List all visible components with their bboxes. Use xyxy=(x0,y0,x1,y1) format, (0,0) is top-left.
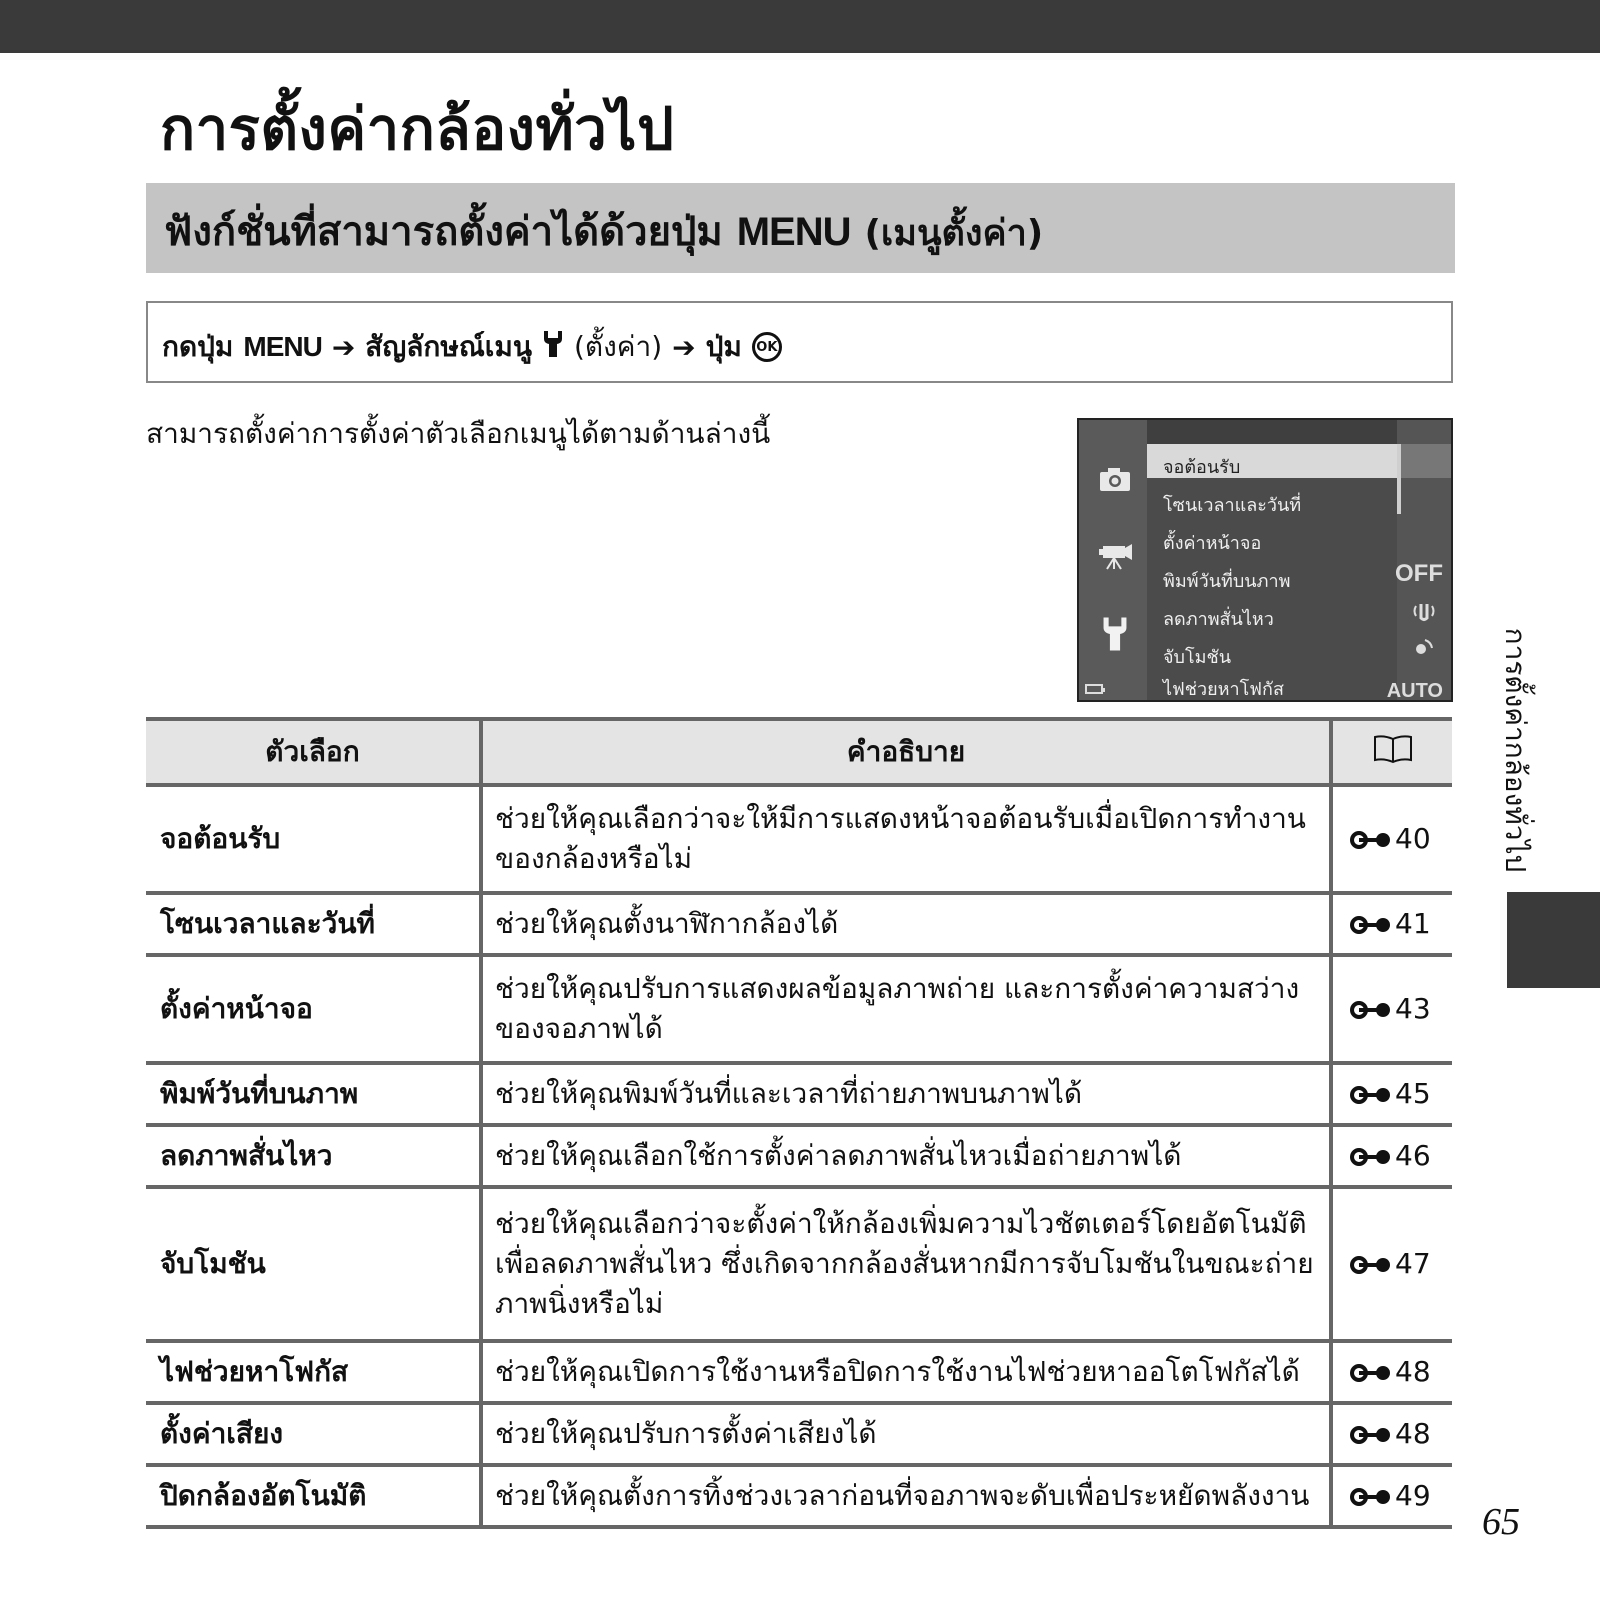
navigation-instruction-box xyxy=(146,301,1453,383)
option-name: ตั้งค่าเสียง xyxy=(146,1403,481,1465)
top-bar xyxy=(0,0,1600,53)
options-table xyxy=(146,717,1452,1529)
arrow-right-icon: ➔ xyxy=(331,330,356,364)
menu-key-label: MENU xyxy=(736,210,851,254)
battery-icon xyxy=(1085,684,1103,694)
reference-section-icon xyxy=(1349,1245,1393,1285)
camera-menu-item: ไฟช่วยหาโฟกัส xyxy=(1163,679,1284,700)
chapter-title: การตั้งค่ากล้องทั่วไป xyxy=(160,95,675,163)
option-description: ช่วยให้คุณพิมพ์วันที่และเวลาที่ถ่ายภาพบนภาพได้ xyxy=(481,1063,1331,1125)
nav-press-label: กดปุ่ม xyxy=(162,330,234,363)
camera-screen-image xyxy=(1077,418,1453,702)
table-row xyxy=(146,1125,1452,1187)
reference-page-number: 45 xyxy=(1395,1076,1431,1110)
option-description: ช่วยให้คุณเปิดการใช้งานหรือปิดการใช้งานไฟช่วยหาออโตโฟกัสได้ xyxy=(481,1341,1331,1403)
camera-menu-item: พิมพ์วันที่บนภาพ xyxy=(1163,571,1291,592)
camera-menu-scrollbar xyxy=(1397,444,1401,514)
page-reference xyxy=(1331,1125,1452,1187)
camera-icon xyxy=(1099,466,1131,496)
option-description: ช่วยให้คุณเลือกใช้การตั้งค่าลดภาพสั่นไหวเมื่อถ่ายภาพได้ xyxy=(481,1125,1331,1187)
nav-menu-key: MENU xyxy=(243,331,322,362)
motion-detection-icon xyxy=(1411,636,1435,665)
table-row xyxy=(146,1187,1452,1341)
page-reference xyxy=(1331,1187,1452,1341)
camera-menu-item: ตั้งค่าหน้าจอ xyxy=(1163,533,1262,554)
ok-button-icon: OK xyxy=(752,332,782,362)
page-reference xyxy=(1331,1063,1452,1125)
side-chapter-tab xyxy=(1490,620,1540,880)
option-name: ปิดกล้องอัตโนมัติ xyxy=(146,1465,481,1527)
option-description: ช่วยให้คุณปรับการตั้งค่าเสียงได้ xyxy=(481,1403,1331,1465)
reference-section-icon xyxy=(1349,1415,1393,1455)
side-chapter-label: การตั้งค่ากล้องทั่วไป xyxy=(1499,627,1532,873)
af-assist-value: AUTO xyxy=(1386,680,1443,702)
date-stamp-value: OFF xyxy=(1395,560,1443,587)
column-header-reference xyxy=(1331,719,1452,785)
reference-section-icon xyxy=(1349,905,1393,945)
reference-page-number: 49 xyxy=(1395,1478,1431,1512)
wrench-icon xyxy=(542,330,564,365)
section-title xyxy=(164,199,1043,263)
reference-page-number: 48 xyxy=(1395,1354,1431,1388)
table-row xyxy=(146,1403,1452,1465)
option-description: ช่วยให้คุณตั้งการทิ้งช่วงเวลาก่อนที่จอภาพจะดับเพื่อประหยัดพลังงาน xyxy=(481,1465,1331,1527)
table-row xyxy=(146,1341,1452,1403)
table-row xyxy=(146,955,1452,1063)
reference-section-icon xyxy=(1349,1477,1393,1517)
reference-section-icon xyxy=(1349,820,1393,860)
page-reference xyxy=(1331,893,1452,955)
section-title-prefix: ฟังก์ชั่นที่สามารถตั้งค่าได้ด้วยปุ่ม xyxy=(164,209,723,255)
page-reference xyxy=(1331,1403,1452,1465)
camera-menu-selection-value-highlight xyxy=(1397,444,1451,478)
camera-menu-item: จับโมชัน xyxy=(1163,647,1232,668)
section-header xyxy=(146,183,1455,273)
option-description: ช่วยให้คุณเลือกว่าจะให้มีการแสดงหน้าจอต้อนรับเมื่อเปิดการทำงานของกล้องหรือไม่ xyxy=(481,785,1331,893)
table-header-row xyxy=(146,719,1452,785)
page-number: 65 xyxy=(1482,1501,1520,1543)
section-title-suffix: (เมนูตั้งค่า) xyxy=(864,213,1044,254)
column-header-description: คำอธิบาย xyxy=(481,719,1331,785)
camera-menu-item: จอต้อนรับ xyxy=(1163,457,1241,478)
table-row xyxy=(146,785,1452,893)
page-reference xyxy=(1331,785,1452,893)
table-row xyxy=(146,893,1452,955)
reference-page-number: 43 xyxy=(1395,991,1431,1025)
navigation-path xyxy=(162,325,782,369)
table-row xyxy=(146,1465,1452,1527)
reference-page-number: 41 xyxy=(1395,906,1431,940)
option-name: ตั้งค่าหน้าจอ xyxy=(146,955,481,1063)
reference-page-number: 48 xyxy=(1395,1416,1431,1450)
reference-section-icon xyxy=(1349,1075,1393,1115)
reference-page-number: 46 xyxy=(1395,1138,1431,1172)
page-reference xyxy=(1331,1465,1452,1527)
reference-page-number: 40 xyxy=(1395,821,1431,855)
option-name: ลดภาพสั่นไหว xyxy=(146,1125,481,1187)
reference-page-number: 47 xyxy=(1395,1246,1431,1280)
camera-menu-item: โซนเวลาและวันที่ xyxy=(1163,495,1302,516)
movie-camera-icon xyxy=(1099,542,1133,574)
option-name: พิมพ์วันที่บนภาพ xyxy=(146,1063,481,1125)
reference-section-icon xyxy=(1349,1353,1393,1393)
page-reference xyxy=(1331,955,1452,1063)
table-row xyxy=(146,1063,1452,1125)
vibration-reduction-icon xyxy=(1411,600,1437,629)
option-description: ช่วยให้คุณปรับการแสดงผลข้อมูลภาพถ่าย และการตั้งค่าความสว่างของจอภาพได้ xyxy=(481,955,1331,1063)
column-header-option: ตัวเลือก xyxy=(146,719,481,785)
option-name: ไฟช่วยหาโฟกัส xyxy=(146,1341,481,1403)
option-name: จับโมชัน xyxy=(146,1187,481,1341)
intro-text: สามารถตั้งค่าการตั้งค่าตัวเลือกเมนูได้ตามด้านล่างนี้ xyxy=(146,417,771,450)
reference-section-icon xyxy=(1349,990,1393,1030)
reference-section-icon xyxy=(1349,1137,1393,1177)
option-name: จอต้อนรับ xyxy=(146,785,481,893)
page-reference xyxy=(1331,1341,1452,1403)
option-description: ช่วยให้คุณตั้งนาฬิกากล้องได้ xyxy=(481,893,1331,955)
option-name: โซนเวลาและวันที่ xyxy=(146,893,481,955)
nav-menu-symbol-label: สัญลักษณ์เมนู xyxy=(365,330,532,363)
book-icon xyxy=(1372,734,1414,771)
option-description: ช่วยให้คุณเลือกว่าจะตั้งค่าให้กล้องเพิ่มความไวชัตเตอร์โดยอัตโนมัติเพื่อลดภาพสั่นไหว ซึ่งเกิดจากกล้องสั่นหากมีการจับโมชันในขณะถ่ายภาพนิ่งหรือไม่ xyxy=(481,1187,1331,1341)
wrench-icon xyxy=(1101,616,1129,656)
nav-button-label: ปุ่ม xyxy=(705,330,742,363)
nav-setup-label: (ตั้งค่า) xyxy=(573,330,663,363)
side-chapter-marker xyxy=(1507,892,1600,988)
arrow-right-icon: ➔ xyxy=(672,330,696,364)
camera-menu-item: ลดภาพสั่นไหว xyxy=(1163,609,1274,630)
